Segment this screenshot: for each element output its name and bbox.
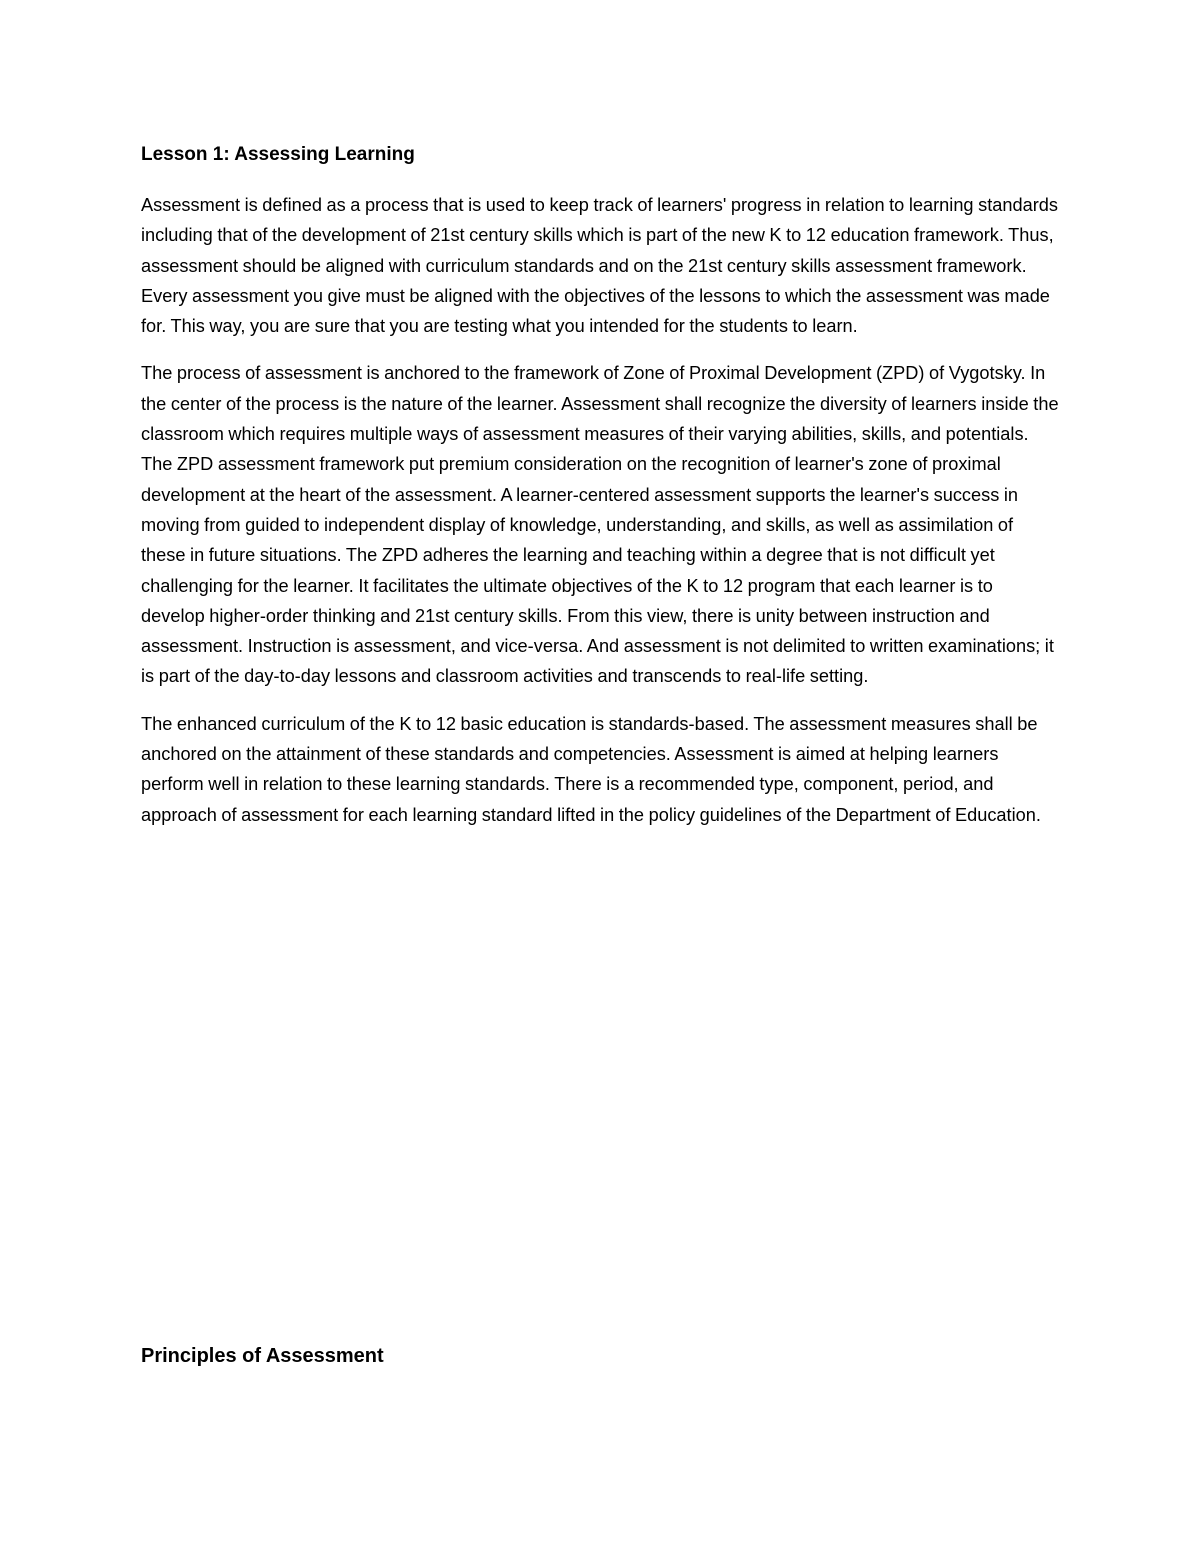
section-title-principles: Principles of Assessment <box>141 1345 384 1367</box>
paragraph-assessment-definition: Assessment is defined as a process that is used to keep track of learners' progress in relation to learning standards including that of the development of 21st century skills which is part of the new K to 12 education framework. Thus, assessment should be aligned with curriculum standards and on the 21st century skills assessment framework. Every assessment you give must be aligned with the objectives of the lessons to which the assessment was made for. This way, you are sure that you are testing what you intended for the students to learn. <box>141 195 1058 337</box>
lesson-title: Lesson 1: Assessing Learning <box>141 144 415 165</box>
paragraph-zpd-framework: The process of assessment is anchored to the framework of Zone of Proximal Development (ZPD) of Vygotsky. In the center of the process is the nature of the learner. Assessment shall recognize the diversity of learners inside the classroom which requires multiple ways of assessment measures of their varying abilities, skills, and potentials. The ZPD assessment framework put premium consideration on the recognition of learner's zone of proximal development at the heart of the assessment. A learner-centered assessment supports the learner's success in moving from guided to independent display of knowledge, understanding, and skills, as well as assimilation of these in future situations. The ZPD adheres the learning and teaching within a degree that is not difficult yet challenging for the learner. It facilitates the ultimate objectives of the K to 12 program that each learner is to develop higher-order thinking and 21st century skills. From this view, there is unity between instruction and assessment. Instruction is assessment, and vice-versa. And assessment is not delimited to written examinations; it is part of the day-to-day lessons and classroom activities and transcends to real-life setting. <box>141 363 1059 687</box>
paragraph-standards-based: The enhanced curriculum of the K to 12 basic education is standards-based. The assessment measures shall be anchored on the attainment of these standards and competencies. Assessment is aimed at helping learners perform well in relation to these learning standards. There is a recommended type, component, period, and approach of assessment for each learning standard lifted in the policy guidelines of the Department of Education. <box>141 713 1041 825</box>
lesson-content <box>141 140 1061 847</box>
